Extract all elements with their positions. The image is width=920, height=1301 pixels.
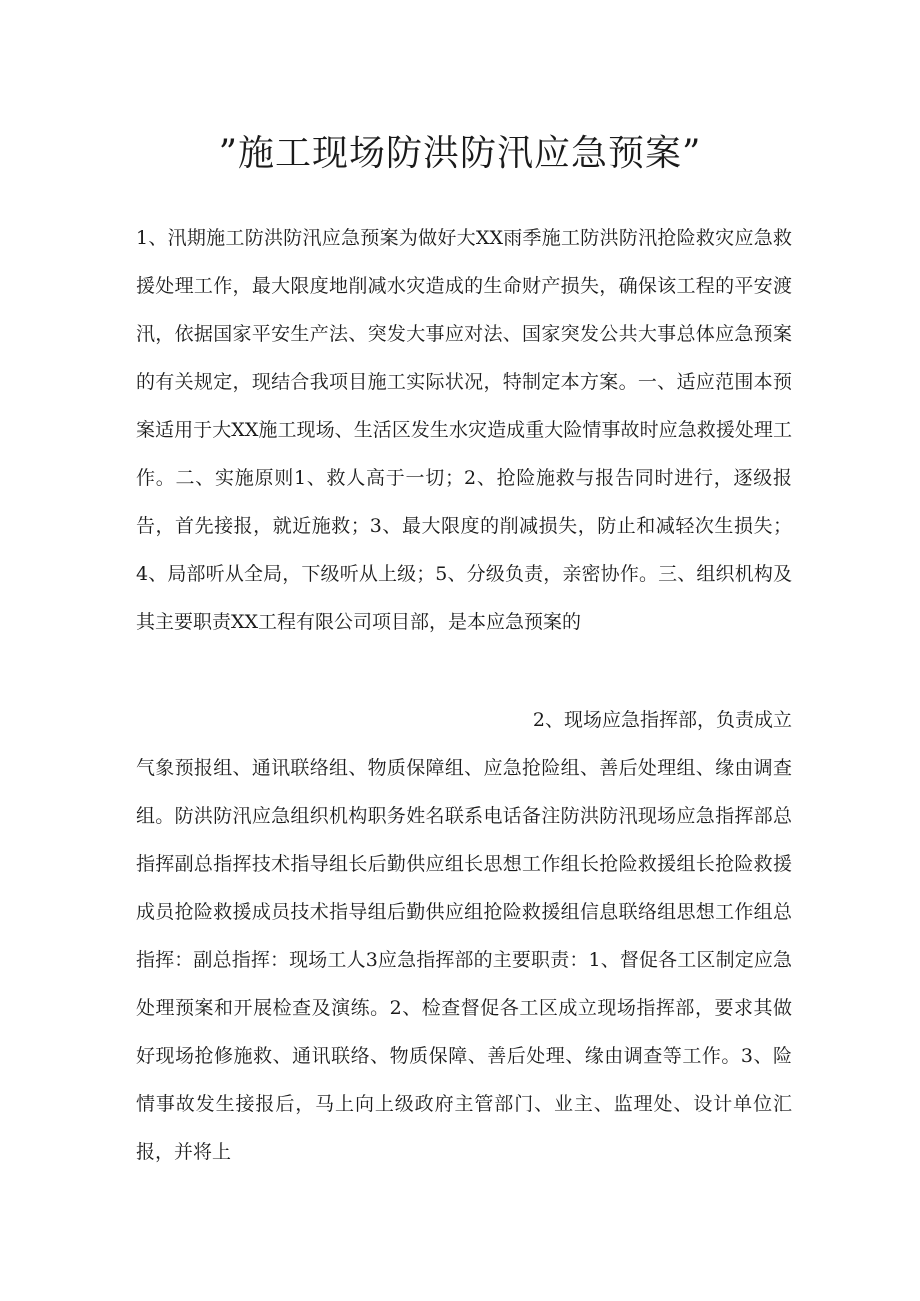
paragraph-1: 1、汛期施工防洪防汛应急预案为做好大XX雨季施工防洪防汛抢险救灾应急救援处理工作，最大限度地削减水灾造成的生命财产损失，确保该工程的平安渡汛，依据国家平安生产法、突发大事应对法、国家突发公共大事总体应急预案的有关规定，现结合我项目施工实际状况，特制定本方案。一、适应范围本预案适用于大XX施工现场、生活区发生水灾造成重大险情事故时应急救援处理工作。二、实施原则1、救人高于一切；2、抢险施救与报告同时进行，逐级报告，首先接报，就近施救；3、最大限度的削减损失，防止和减轻次生损失；4、局部听从全局，下级听从上级；5、分级负责，亲密协作。三、组织机构及其主要职责XX工程有限公司项目部，是本应急预案的 <box>136 227 792 633</box>
paragraph-2 <box>136 696 792 1176</box>
paragraph-2-lead: 2、现场应急指挥部，负责成立 <box>532 709 792 731</box>
document-title: ”施工现场防洪防汛应急预案” <box>218 133 702 174</box>
paragraph-2-body: 气象预报组、通讯联络组、物质保障组、应急抢险组、善后处理组、缘由调查组。防洪防汛应急组织机构职务姓名联系电话备注防洪防汛现场应急指挥部总指挥副总指挥技术指导组长后勤供应组长思想工作组长抢险救援组长抢险救援成员抢险救援成员技术指导组后勤供应组抢险救援组信息联络组思想工作组总指挥：副总指挥：现场工人3应急指挥部的主要职责：1、督促各工区制定应急处理预案和开展检查及演练。2、检查督促各工区成立现场指挥部，要求其做好现场抢修施救、通讯联络、物质保障、善后处理、缘由调查等工作。3、险情事故发生接报后，马上向上级政府主管部门、业主、监理处、设计单位汇报，并将上 <box>136 757 792 1163</box>
